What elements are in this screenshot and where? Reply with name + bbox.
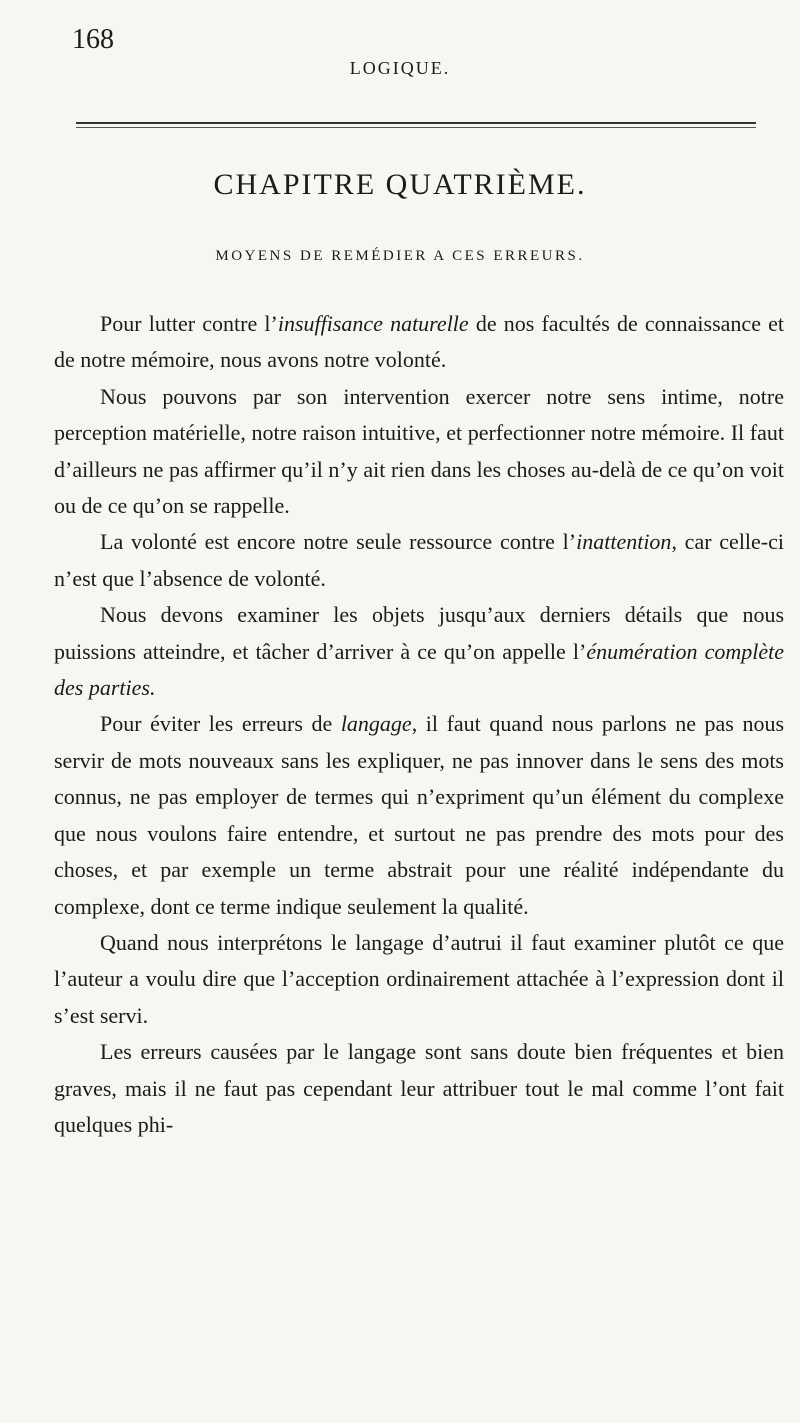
paragraph: La volonté est encore notre seule ressource contre l’inattention, car celle-ci n’est que l’absence de volonté. bbox=[54, 529, 785, 591]
paragraph: Pour lutter contre l’insuffisance naturelle de nos facultés de connaissance et de notre mémoire, nous avons notre volonté. bbox=[54, 311, 784, 373]
paragraph: Les erreurs causées par le langage sont sans doute bien fréquentes et bien graves, mais il ne faut pas cependant leur attribuer tout le mal comme l’ont fait quelques phi- bbox=[54, 1039, 784, 1137]
header-rule bbox=[76, 122, 756, 124]
chapter-subtitle: MOYENS DE REMÉDIER A CES ERREURS. bbox=[215, 248, 585, 264]
header-rule-thin bbox=[76, 127, 756, 128]
running-head: LOGIQUE. bbox=[349, 58, 451, 78]
paragraph: Quand nous interprétons le langage d’autrui il faut examiner plutôt ce que l’auteur a voulu dire que l’acception ordinairement attachée à l’expression dont il s’est servi. bbox=[54, 929, 784, 1028]
chapter-title: CHAPITRE QUATRIÈME. bbox=[213, 168, 587, 201]
paragraph: Pour éviter les erreurs de langage, il faut quand nous parlons ne pas nous servir de mots nouveaux sans les expliquer, ne pas innover dans le sens des mots connus, ne pas employer de termes qui n’expriment qu’un élément du complexe que nous voulons faire entendre, et surtout ne pas prendre des mots pour des choses, et par exemple un terme abstrait pour une réalité indépendante du complexe, dont ce terme indique seulement la qualité. bbox=[54, 711, 784, 919]
paragraph: Nous pouvons par son intervention exercer notre sens intime, notre perception matérielle, notre raison intuitive, et perfectionner notre mémoire. Il faut d’ailleurs ne pas affirmer qu’il n’y ait rien dans les choses au-delà de ce qu’on voit ou de ce qu’on se rappelle. bbox=[54, 383, 784, 519]
body-text bbox=[54, 306, 784, 1143]
page-number: 168 bbox=[72, 24, 114, 55]
paragraph: Nous devons examiner les objets jusqu’aux derniers détails que nous puissions atteindre, et tâcher d’arriver à ce qu’on appelle l’énumération complète des parties. bbox=[54, 602, 785, 701]
